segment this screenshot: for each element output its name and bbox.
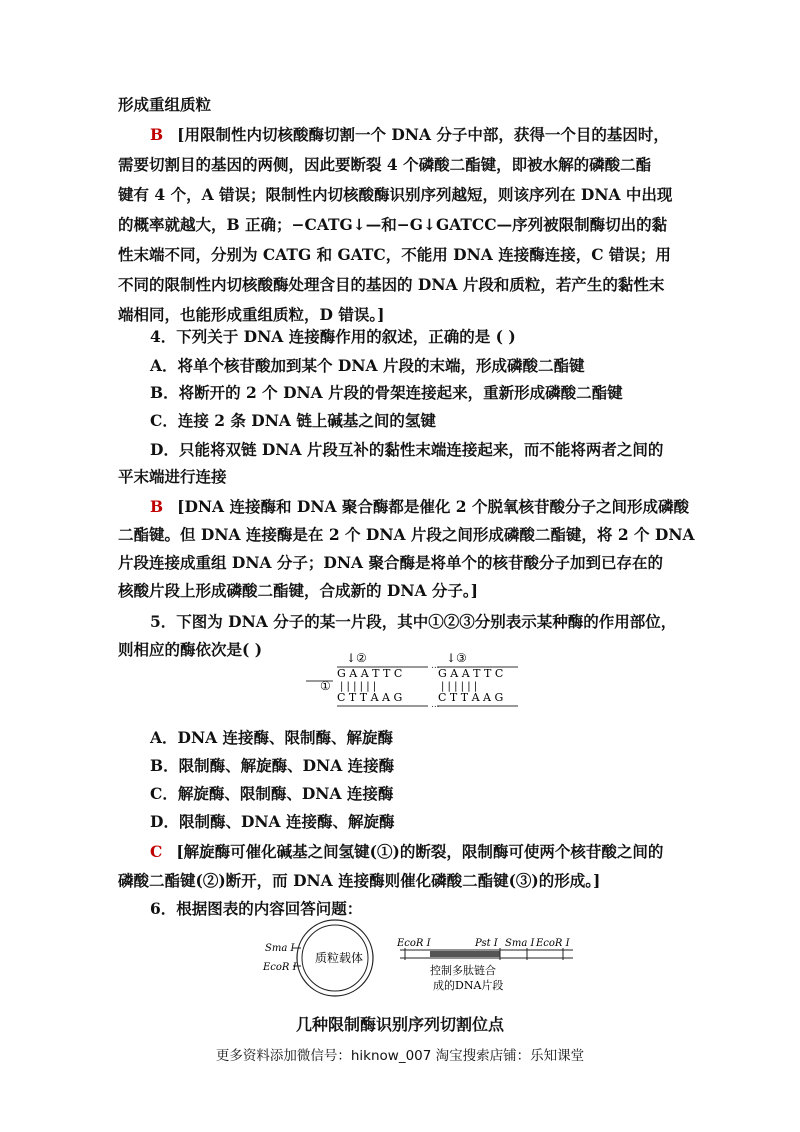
text-line <box>150 899 362 919</box>
text-line <box>150 612 676 632</box>
text-line <box>118 640 262 660</box>
text-line <box>118 525 695 545</box>
text-line <box>118 467 227 487</box>
text-line <box>118 581 478 601</box>
text-line <box>150 125 669 145</box>
line-text: 4．下列关于 DNA 连接酶作用的叙述，正确的是 ( ) <box>150 327 516 346</box>
plasmid-label: 质粒载体 <box>315 951 364 965</box>
text-line <box>150 784 393 804</box>
top-strand-right: G A A T T C <box>438 667 504 680</box>
site-3-label: ↓③ <box>446 651 467 665</box>
line-text: 平末端进行连接 <box>118 467 227 486</box>
answer-letter: B <box>150 125 164 144</box>
line-text: [用限制性内切核酸酶切割一个 DNA 分子中部，获得一个目的基因时， <box>177 125 669 144</box>
plasmid-figure <box>255 918 585 1000</box>
dna-fragment-figure <box>300 650 530 712</box>
line-text: 磷酸二酯键(②)断开，而 DNA 连接酶则催化磷酸二酯键(③)的形成。] <box>118 871 601 890</box>
fragment-label-1: 控制多肽链合 <box>430 964 496 977</box>
line-text: 形成重组质粒 <box>118 95 212 114</box>
line-text: D．限制酶、DNA 连接酶、解旋酶 <box>150 812 395 831</box>
answer-letter: B <box>150 497 164 516</box>
footer-note: 更多资料添加微信号：hiknow_007 淘宝搜索店铺：乐知课堂 <box>215 1048 585 1064</box>
bonds-left: | | | | | | <box>340 681 377 692</box>
line-text: 核酸片段上形成磷酸二酯键，合成新的 DNA 分子。] <box>118 581 479 600</box>
sma-fragment-label: Sma Ⅰ <box>505 938 535 949</box>
line-text: 二酯键。但 DNA 连接酶是在 2 个 DNA 片段之间形成磷酸二酯键，将 2 个 DNA <box>118 525 695 544</box>
line-text: C．连接 2 条 DNA 链上碱基之间的氢键 <box>150 411 436 430</box>
text-line <box>150 756 394 776</box>
line-text: B．将断开的 2 个 DNA 片段的骨架连接起来，重新形成磷酸二酯键 <box>150 383 623 402</box>
text-line <box>150 497 689 517</box>
svg-text:...: ... <box>431 661 440 671</box>
ecori-fragment-right: EcoR Ⅰ <box>536 938 570 949</box>
line-text: 则相应的酶依次是( ) <box>118 640 263 659</box>
answer-letter: C <box>150 842 163 861</box>
psti-label: Pst Ⅰ <box>475 938 498 949</box>
text-line <box>150 411 436 431</box>
line-text: B．限制酶、解旋酶、DNA 连接酶 <box>150 756 395 775</box>
text-line <box>118 95 211 115</box>
text-line <box>118 305 384 325</box>
line-text: 性末端不同，分别为 CATG 和 GATC，不能用 DNA 连接酶连接，C 错误；用 <box>118 245 671 264</box>
text-line <box>118 245 671 265</box>
text-line <box>150 383 623 403</box>
line-text: 6．根据图表的内容回答问题： <box>150 899 363 918</box>
gene-segment <box>430 951 500 957</box>
text-line <box>150 327 516 347</box>
figure-caption: 几种限制酶识别序列切割位点 <box>295 1015 504 1034</box>
bottom-strand-left: C T T A A G <box>337 691 403 704</box>
line-text: 键有 4 个，A 错误；限制性内切核酸酶识别序列越短，则该序列在 DNA 中出现 <box>118 185 673 204</box>
text-line <box>118 553 663 573</box>
ecori-left-label: EcoR Ⅰ <box>263 962 297 973</box>
text-line <box>150 440 663 460</box>
line-text: A．DNA 连接酶、限制酶、解旋酶 <box>150 728 394 747</box>
text-line <box>150 842 663 862</box>
ecori-fragment-left: EcoR Ⅰ <box>397 938 431 949</box>
site-2-label: ↓② <box>346 651 367 665</box>
svg-text:...: ... <box>431 700 440 710</box>
top-strand-left: G A A T T C <box>337 667 403 680</box>
text-line <box>118 871 600 891</box>
line-text: [DNA 连接酶和 DNA 聚合酶都是催化 2 个脱氧核苷酸分子之间形成磷酸 <box>177 497 689 516</box>
line-text: D．只能将双链 DNA 片段互补的黏性末端连接起来，而不能将两者之间的 <box>150 440 664 459</box>
line-text: 5．下图为 DNA 分子的某一片段，其中①②③分别表示某种酶的作用部位， <box>150 612 677 631</box>
text-line <box>150 728 393 748</box>
bonds-right: | | | | | | <box>441 681 478 692</box>
line-text: C．解旋酶、限制酶、DNA 连接酶 <box>150 784 394 803</box>
text-line <box>118 185 672 205</box>
line-text: 需要切割目的基因的两侧，因此要断裂 4 个磷酸二酯键，即被水解的磷酸二酯 <box>118 155 652 174</box>
text-line <box>150 356 584 376</box>
site-1-label: ① <box>320 679 331 693</box>
fragment-label-2: 成的DNA片段 <box>433 979 504 992</box>
line-text: 的概率就越大，B 正确；−CATG↓—和−G↓GATCC—序列被限制酶切出的黏 <box>118 215 668 234</box>
text-line <box>118 215 667 235</box>
line-text: [解旋酶可催化碱基之间氢键(①)的断裂，限制酶可使两个核苷酸之间的 <box>176 842 664 861</box>
text-line <box>118 275 664 295</box>
sma-left-label: Sma Ⅰ <box>265 943 295 954</box>
bottom-strand-right: C T T A A G <box>438 691 504 704</box>
text-line <box>150 812 394 832</box>
line-text: A．将单个核苷酸加到某个 DNA 片段的末端，形成磷酸二酯键 <box>150 356 585 375</box>
line-text: 端相同，也能形成重组质粒，D 错误。] <box>118 305 385 324</box>
line-text: 片段连接成重组 DNA 分子；DNA 聚合酶是将单个的核苷酸分子加到已存在的 <box>118 553 663 572</box>
text-line <box>118 155 651 175</box>
line-text: 不同的限制性内切核酸酶处理含目的基因的 DNA 片段和质粒，若产生的黏性末 <box>118 275 665 294</box>
